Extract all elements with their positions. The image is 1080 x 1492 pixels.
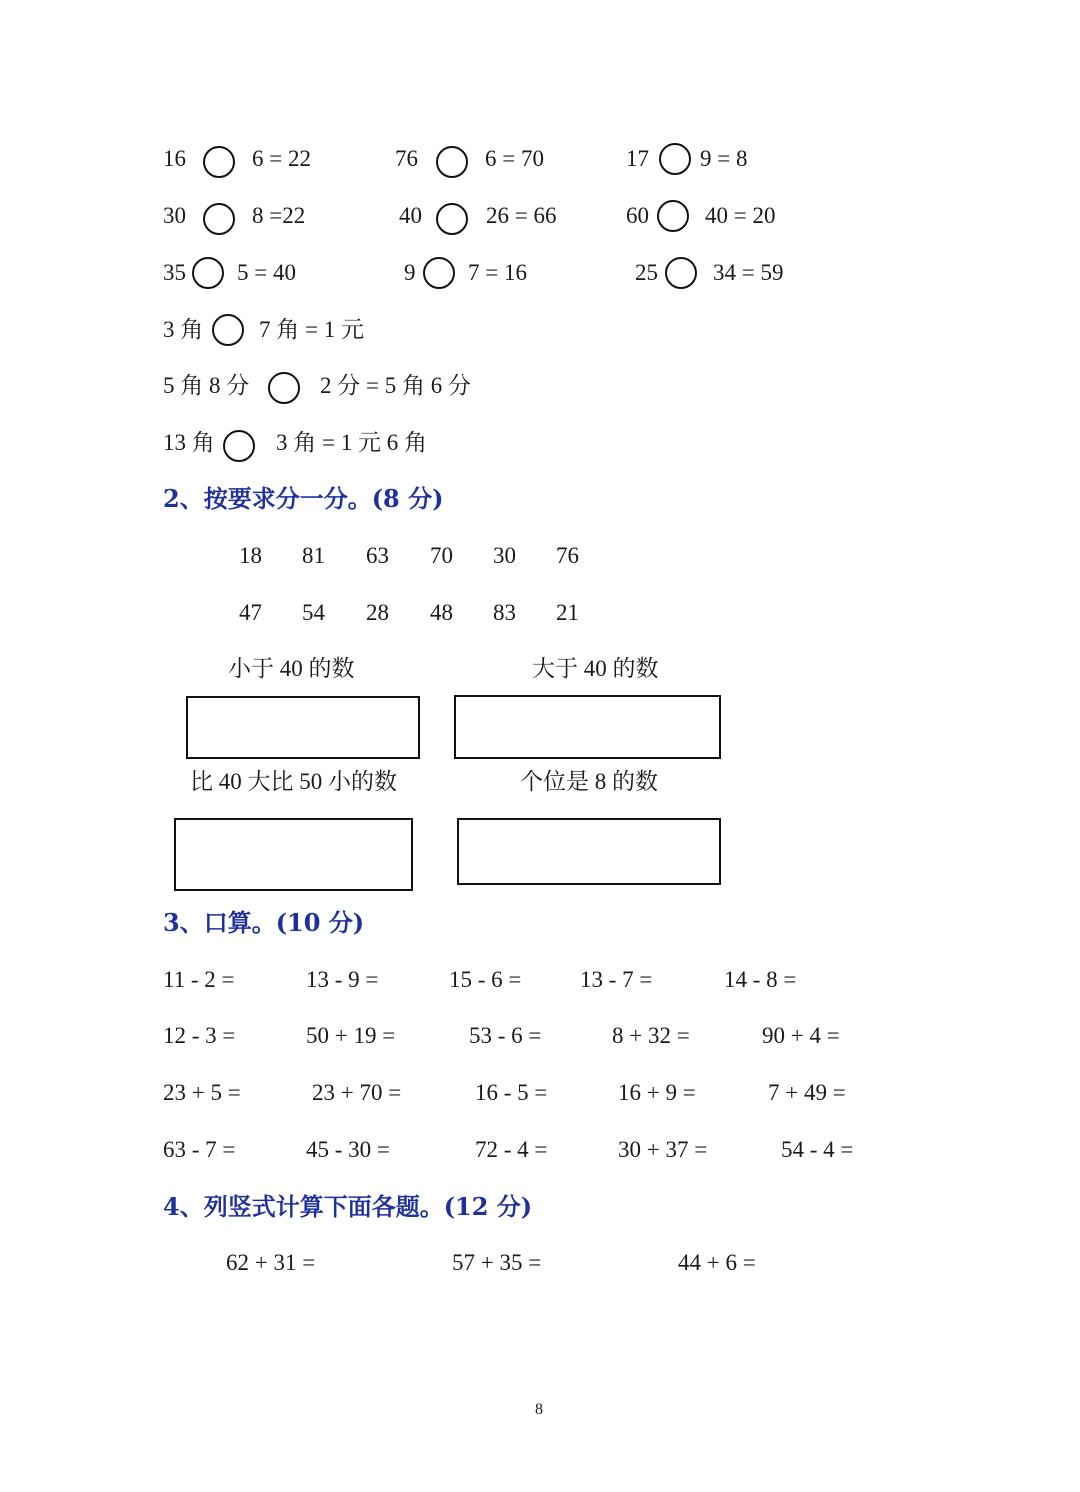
operator-blank-circle[interactable] [268,372,300,404]
money-rest: 3 角 = 1 元 6 角 [276,430,427,455]
number-item: 47 [239,600,262,625]
equation-operand: 25 [635,260,658,285]
number-item: 28 [366,600,389,625]
equation-rest: 7 = 16 [468,260,527,285]
equation-operand: 16 [163,146,186,171]
number-item: 21 [556,600,579,625]
mental-math-item: 14 - 8 = [724,967,797,992]
mental-math-item: 23 + 5 = [163,1080,241,1105]
operator-blank-circle[interactable] [223,430,255,462]
money-rest: 7 角 = 1 元 [259,317,364,342]
box-label: 比 40 大比 50 小的数 [190,769,397,794]
mental-math-item: 13 - 9 = [306,967,379,992]
number-item: 76 [556,543,579,568]
vertical-calc-problem: 44 + 6 = [678,1250,756,1275]
box-label: 小于 40 的数 [228,656,355,681]
mental-math-item: 50 + 19 = [306,1023,396,1048]
vertical-calc-problem: 62 + 31 = [226,1250,316,1275]
equation-operand: 40 [399,203,422,228]
equation-rest: 6 = 22 [252,146,311,171]
money-operand: 5 角 8 分 [163,373,250,398]
section-3-heading: 3、口算。(10 分) [163,908,365,937]
equation-operand: 35 [163,260,186,285]
equation-rest: 8 =22 [252,203,306,228]
operator-blank-circle[interactable] [657,200,689,232]
section-2-heading: 2、按要求分一分。(8 分) [163,484,444,513]
mental-math-item: 63 - 7 = [163,1137,236,1162]
number-item: 30 [493,543,516,568]
answer-box-less-than-40[interactable] [186,696,420,759]
operator-blank-circle[interactable] [665,257,697,289]
equation-operand: 9 [404,260,416,285]
equation-operand: 17 [626,146,649,171]
box-label: 大于 40 的数 [532,656,659,681]
equation-rest: 40 = 20 [705,203,776,228]
operator-blank-circle[interactable] [212,314,244,346]
equation-rest: 6 = 70 [485,146,544,171]
box-label: 个位是 8 的数 [520,769,658,794]
equation-operand: 30 [163,203,186,228]
vertical-calc-problem: 57 + 35 = [452,1250,542,1275]
mental-math-item: 15 - 6 = [449,967,522,992]
number-item: 81 [302,543,325,568]
equation-rest: 26 = 66 [486,203,557,228]
number-item: 18 [239,543,262,568]
number-item: 48 [430,600,453,625]
mental-math-item: 16 - 5 = [475,1080,548,1105]
mental-math-item: 53 - 6 = [469,1023,542,1048]
mental-math-item: 54 - 4 = [781,1137,854,1162]
operator-blank-circle[interactable] [203,146,235,178]
operator-blank-circle[interactable] [192,257,224,289]
mental-math-item: 16 + 9 = [618,1080,696,1105]
equation-rest: 5 = 40 [237,260,296,285]
operator-blank-circle[interactable] [659,143,691,175]
number-item: 83 [493,600,516,625]
money-operand: 3 角 [163,317,204,342]
equation-rest: 9 = 8 [700,146,748,171]
mental-math-item: 45 - 30 = [306,1137,390,1162]
mental-math-item: 30 + 37 = [618,1137,708,1162]
mental-math-item: 23 + 70 = [312,1080,402,1105]
equation-operand: 60 [626,203,649,228]
mental-math-item: 13 - 7 = [580,967,653,992]
number-item: 70 [430,543,453,568]
mental-math-item: 72 - 4 = [475,1137,548,1162]
money-rest: 2 分 = 5 角 6 分 [320,373,471,398]
equation-rest: 34 = 59 [713,260,784,285]
number-item: 54 [302,600,325,625]
operator-blank-circle[interactable] [203,203,235,235]
money-operand: 13 角 [163,430,215,455]
mental-math-item: 7 + 49 = [768,1080,846,1105]
mental-math-item: 8 + 32 = [612,1023,690,1048]
operator-blank-circle[interactable] [423,257,455,289]
mental-math-item: 12 - 3 = [163,1023,236,1048]
section-4-heading: 4、列竖式计算下面各题。(12 分) [163,1192,533,1221]
operator-blank-circle[interactable] [436,203,468,235]
mental-math-item: 11 - 2 = [163,967,235,992]
answer-box-greater-than-40[interactable] [454,695,721,759]
answer-box-between-40-and-50[interactable] [174,818,413,891]
answer-box-ones-digit-8[interactable] [457,818,721,885]
operator-blank-circle[interactable] [436,146,468,178]
page-number: 8 [535,1401,543,1418]
mental-math-item: 90 + 4 = [762,1023,840,1048]
number-item: 63 [366,543,389,568]
equation-operand: 76 [395,146,418,171]
